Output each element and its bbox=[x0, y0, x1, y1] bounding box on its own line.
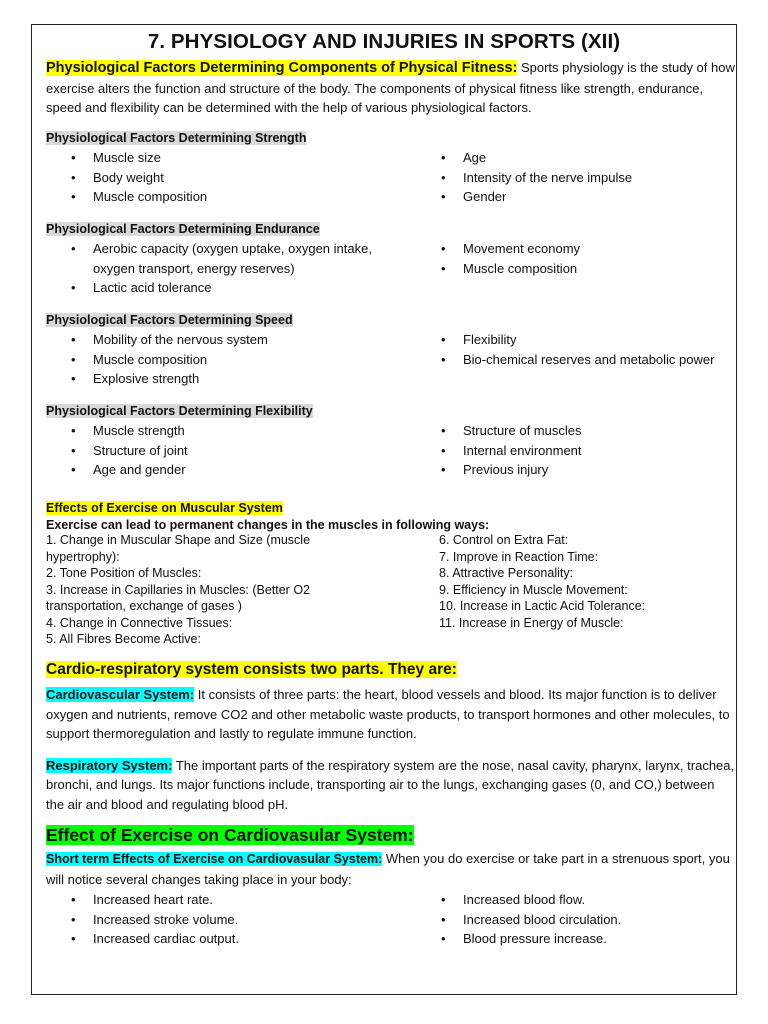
cardiovascular-paragraph bbox=[46, 685, 736, 744]
list-item: • Muscle composition bbox=[46, 350, 386, 370]
strength-left-list bbox=[46, 148, 386, 207]
intro-heading: Physiological Factors Determining Components of Physical Fitness: bbox=[46, 60, 518, 76]
list-item: • Increased blood circulation. bbox=[416, 910, 736, 930]
list-item: • Bio-chemical reserves and metabolic power bbox=[416, 350, 736, 370]
speed-heading: Physiological Factors Determining Speed bbox=[46, 313, 293, 327]
intro-paragraph bbox=[46, 58, 736, 118]
respiratory-paragraph bbox=[46, 756, 736, 815]
cardiovascular-label: Cardiovascular System: bbox=[46, 687, 195, 702]
list-item: • Lactic acid tolerance bbox=[46, 278, 391, 298]
cardio-effect-left-list bbox=[46, 890, 386, 949]
muscular-section bbox=[46, 499, 736, 534]
list-item: 6. Control on Extra Fat: bbox=[439, 533, 569, 547]
flexibility-left-list bbox=[46, 421, 386, 480]
strength-section bbox=[46, 129, 736, 204]
muscular-right-list bbox=[439, 532, 729, 631]
list-item: • Muscle size bbox=[46, 148, 386, 168]
list-item: • Body weight bbox=[46, 168, 386, 188]
list-item: 5. All Fibres Become Active: bbox=[46, 632, 201, 646]
list-item: 1. Change in Muscular Shape and Size (muscle hypertrophy): bbox=[46, 533, 311, 564]
list-item: 7. Improve in Reaction Time: bbox=[439, 549, 599, 564]
intro-text: Sports physiology is the study of how exercise alters the function and structure of the body. The components of physical fitness like strength, endurance, speed and flexibility can be determined with the help of various physiological factors. bbox=[46, 60, 735, 115]
muscular-heading: Effects of Exercise on Muscular System bbox=[46, 501, 283, 515]
list-item: 9. Efficiency in Muscle Movement: bbox=[439, 582, 628, 597]
speed-section bbox=[46, 311, 736, 386]
flexibility-right-list bbox=[416, 421, 736, 480]
respiratory-label: Respiratory System: bbox=[46, 757, 173, 773]
speed-left-list bbox=[46, 330, 386, 389]
list-item: • Flexibility bbox=[416, 330, 736, 350]
endurance-heading: Physiological Factors Determining Endurance bbox=[46, 222, 320, 236]
cardiorespiratory-heading: Cardio-respiratory system consists two parts. They are: bbox=[46, 661, 457, 678]
document-page bbox=[31, 24, 737, 995]
cardiovascular-text: It consists of three parts: the heart, blood vessels and blood. Its major function is to deliver oxygen and nutrients, remove CO2 and other metabolic waste products, to transport hormones and other molecules, to support thermoregulation and lastly to regulate immune function. bbox=[46, 687, 730, 741]
list-item: • Gender bbox=[416, 187, 736, 207]
muscular-subheading: Exercise can lead to permanent changes in the muscles in following ways: bbox=[46, 518, 490, 532]
list-item: • Internal environment bbox=[416, 441, 736, 461]
cardio-effect-heading: Effect of Exercise on Cardiovasular System: bbox=[46, 825, 414, 845]
list-item: • Muscle composition bbox=[416, 259, 736, 279]
speed-right-list bbox=[416, 330, 736, 369]
strength-heading: Physiological Factors Determining Strength bbox=[46, 131, 307, 145]
cardiorespiratory-section bbox=[46, 659, 736, 814]
list-item: • Previous injury bbox=[416, 460, 736, 480]
short-term-paragraph bbox=[46, 849, 736, 889]
list-item: 10. Increase in Lactic Acid Tolerance: bbox=[439, 599, 646, 613]
list-item: • Increased heart rate. bbox=[46, 890, 386, 910]
list-item: • Movement economy bbox=[416, 239, 736, 259]
list-item: • Age bbox=[416, 148, 736, 168]
list-item: 4. Change in Connective Tissues: bbox=[46, 615, 233, 630]
list-item: • Increased stroke volume. bbox=[46, 910, 386, 930]
list-item: • Aerobic capacity (oxygen uptake, oxygen intake, oxygen transport, energy reserves) bbox=[46, 239, 391, 278]
endurance-section bbox=[46, 220, 736, 295]
short-term-text: When you do exercise or take part in a strenuous sport, you will notice several changes taking place in your body: bbox=[46, 851, 730, 887]
strength-right-list bbox=[416, 148, 736, 207]
list-item: 11. Increase in Energy of Muscle: bbox=[439, 615, 624, 630]
list-item: • Blood pressure increase. bbox=[416, 929, 736, 949]
cardio-effect-section bbox=[46, 822, 736, 946]
list-item: • Muscle strength bbox=[46, 421, 386, 441]
page-title: 7. PHYSIOLOGY AND INJURIES IN SPORTS (XII) bbox=[147, 30, 621, 53]
list-item: • Age and gender bbox=[46, 460, 386, 480]
respiratory-text: The important parts of the respiratory system are the nose, nasal cavity, pharynx, larynx, trachea, bronchi, and lungs. Its major functions include, transporting air to the lungs, exchanging gases (0, and CO,) between the air and blood and regulating blood pH. bbox=[46, 757, 735, 812]
list-item: • Structure of joint bbox=[46, 441, 386, 461]
list-item: • Intensity of the nerve impulse bbox=[416, 168, 736, 188]
list-item: • Mobility of the nervous system bbox=[46, 330, 386, 350]
endurance-right-list bbox=[416, 239, 736, 278]
cardio-effect-right-list bbox=[416, 890, 736, 949]
list-item: • Increased blood flow. bbox=[416, 890, 736, 910]
list-item: 8. Attractive Personality: bbox=[439, 566, 574, 580]
short-term-label: Short term Effects of Exercise on Cardiovasular System: bbox=[46, 852, 383, 866]
endurance-left-list bbox=[46, 239, 391, 298]
list-item: • Structure of muscles bbox=[416, 421, 736, 441]
muscular-left-list bbox=[46, 532, 336, 648]
flexibility-heading: Physiological Factors Determining Flexibility bbox=[46, 404, 313, 418]
list-item: • Increased cardiac output. bbox=[46, 929, 386, 949]
list-item: • Explosive strength bbox=[46, 369, 386, 389]
list-item: 2. Tone Position of Muscles: bbox=[46, 566, 202, 580]
flexibility-section bbox=[46, 402, 736, 477]
list-item: 3. Increase in Capillaries in Muscles: (Better O2 transportation, exchange of gases ) bbox=[46, 582, 310, 613]
list-item: • Muscle composition bbox=[46, 187, 386, 207]
